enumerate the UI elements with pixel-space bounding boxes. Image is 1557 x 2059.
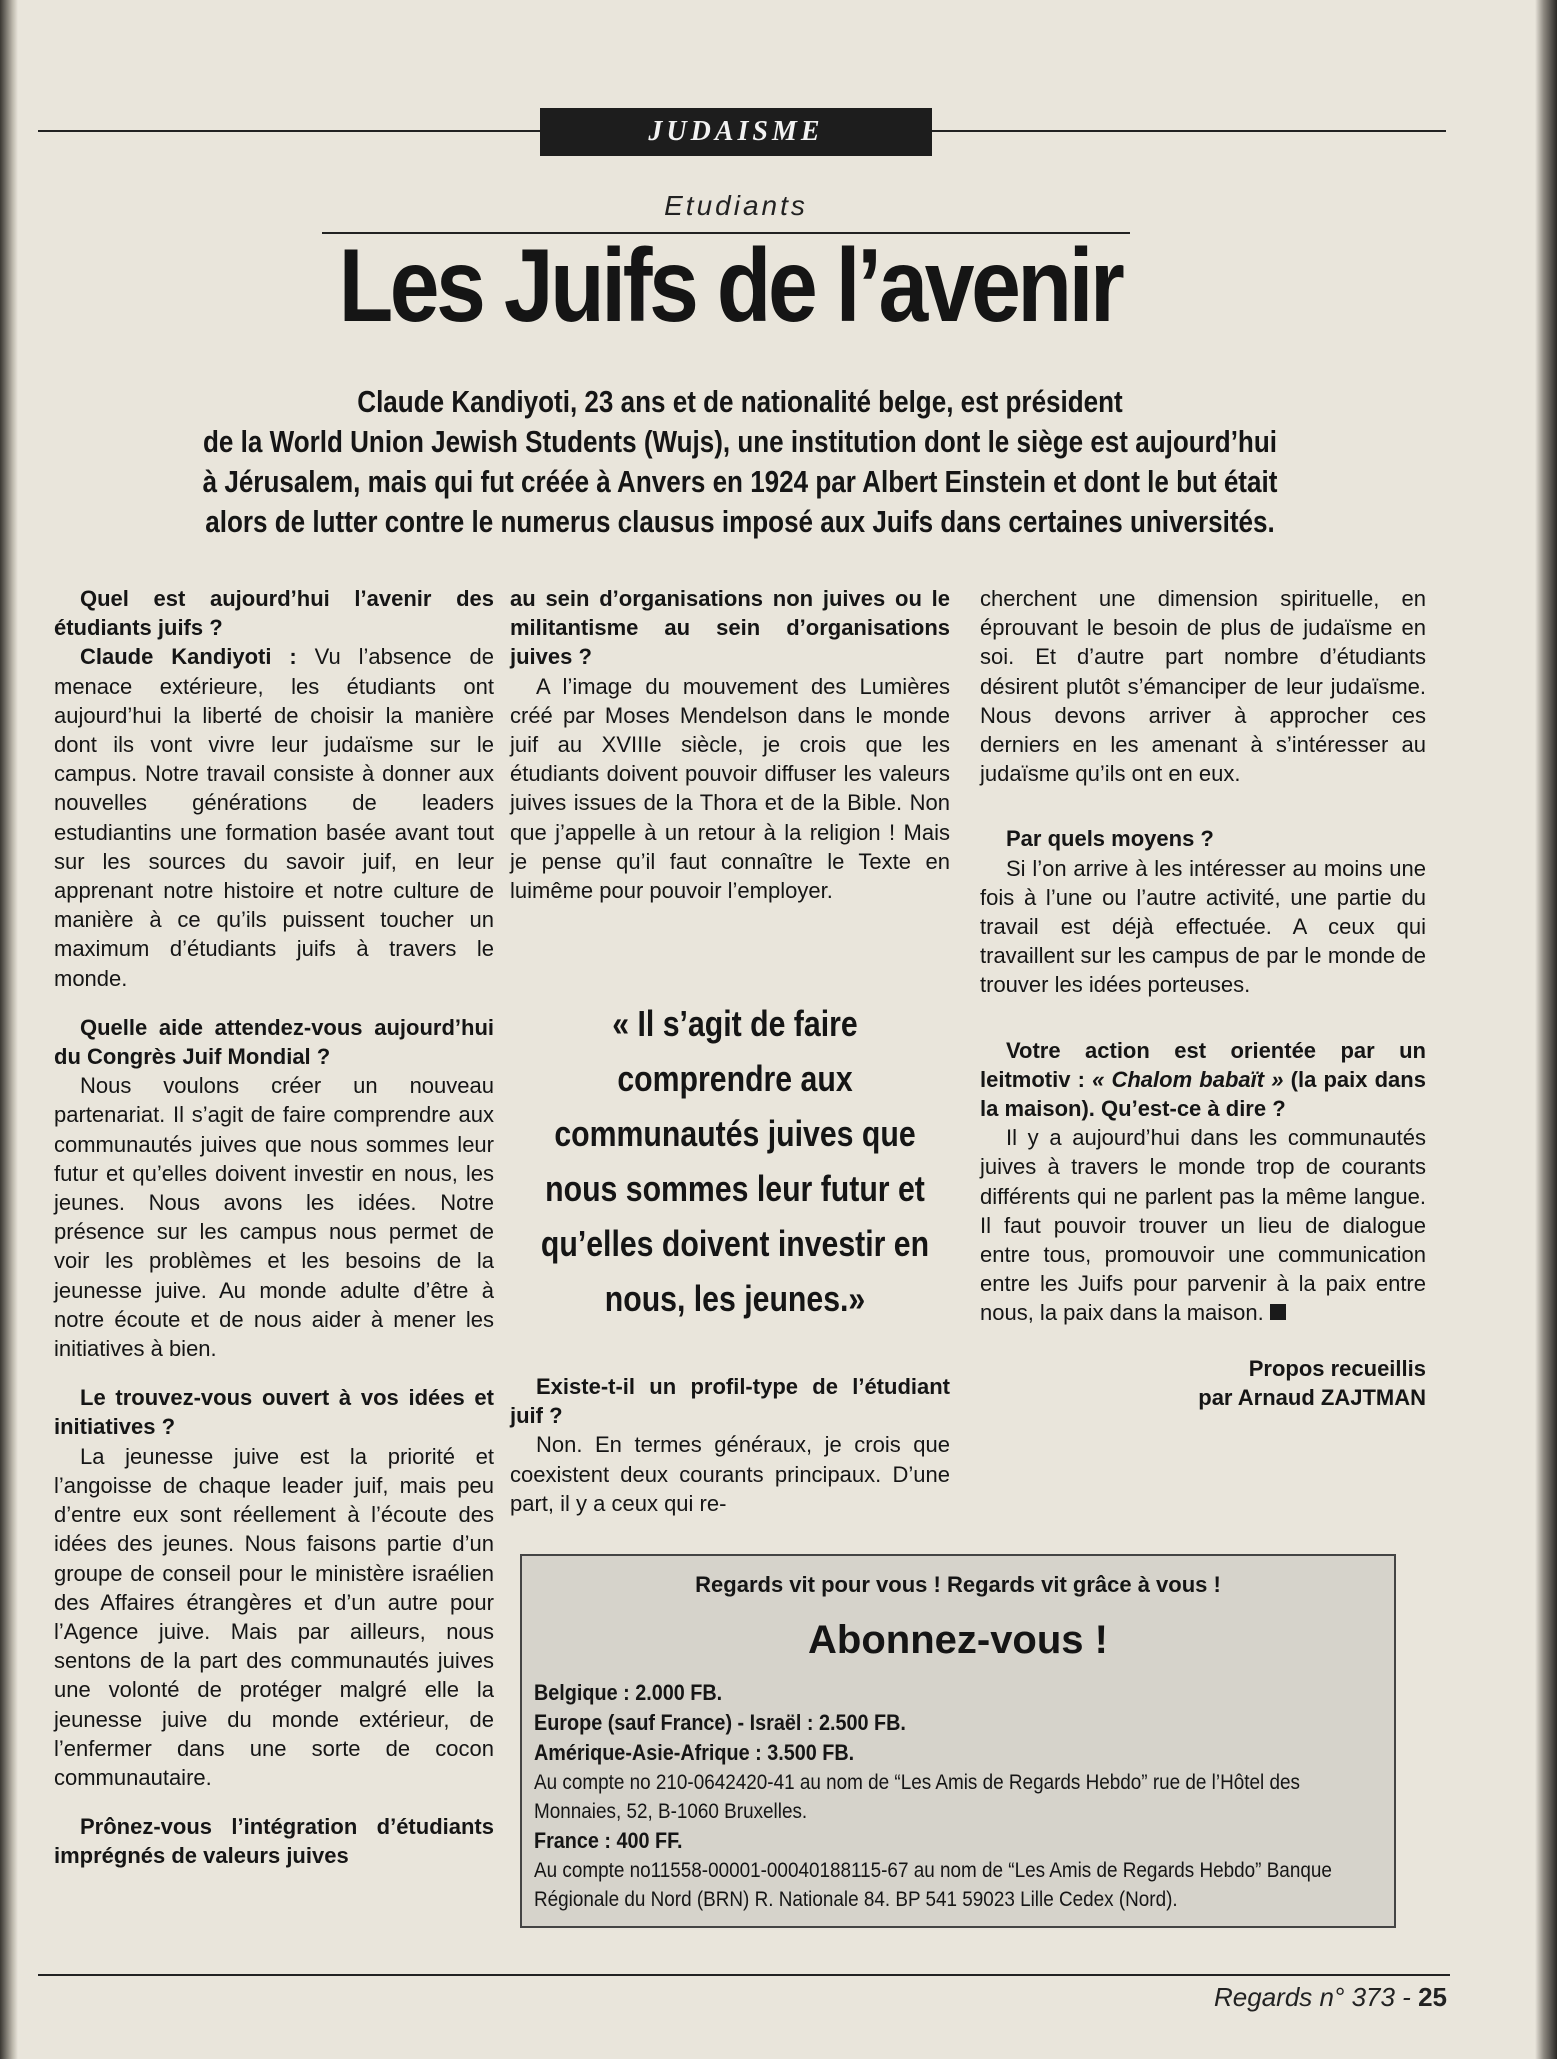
question: Quelle aide attendez-vous aujourd’hui du Congrès Juif Mondial ? <box>54 1014 494 1070</box>
kicker: Etudiants <box>664 190 808 221</box>
page-edge-left <box>0 0 18 2059</box>
answer-continued: cherchent une dimension spirituelle, en éprouvant le besoin de plus de judaïsme en soi. Et d’autre part nombre d’étudiants désirent plutôt s’émanciper de leur judaïsme. Nous devons arriver à approcher ces derniers en les amenant à s’intéresser au judaïsme qu’ils ont en eux. <box>980 586 1426 787</box>
answer <box>54 642 494 992</box>
credit-line: Propos recueillis <box>1248 1355 1426 1381</box>
answer: Si l’on arrive à les intéresser au moins une fois à l’une ou l’autre activité, une partie du travail est déjà effectuée. A ceux qui travaillent sur les campus de par le monde de trouver les idées porteuses. <box>980 855 1426 998</box>
pull-quote: « Il s’agit de faire comprendre aux communautés juives que nous sommes leur futur et qu’elles doivent investir en nous, les jeunes.» <box>540 1003 930 1319</box>
question: Le trouvez-vous ouvert à vos idées et initiatives ? <box>54 1385 494 1440</box>
subscription-tagline: Regards vit pour vous ! Regards vit grâce à vous ! <box>695 1572 1221 1597</box>
account-france: Au compte no11558-00001-00040188115-67 au nom de “Les Amis de Regards Hebdo” Banque Régionale du Nord (BRN) R. Nationale 84. BP 541 59023 Lille Cedex (Nord). <box>534 1859 1332 1911</box>
answer: Non. En termes généraux, je crois que coexistent deux courants principaux. D’une part, il y a ceux qui re- <box>510 1432 950 1516</box>
article-column-2-lower <box>510 1372 950 1518</box>
price-europe: Europe (sauf France) - Israël : 2.500 FB. <box>534 1710 906 1735</box>
account-belgium: Au compte no 210-0642420-41 au nom de “Les Amis de Regards Hebdo” rue de l’Hôtel des Monnaies, 52, B-1060 Bruxelles. <box>534 1771 1300 1823</box>
subscription-title: Abonnez-vous ! <box>808 1618 1108 1662</box>
answer-text: Vu l’absence de menace extérieure, les étudiants ont aujourd’hui la liberté de choisir la manière dont ils vont vivre leur judaïsme sur le campus. Notre travail consiste à donner aux nouvelles générations de leaders estudiantins une formation basée avant tout sur les sources du savoir juif, en leur apprenant notre histoire et notre culture de manière à ce qu’ils puissent toucher un maximum d’étudiants juifs à travers le monde. <box>54 644 494 991</box>
question: Existe-t-il un profil-type de l’étudiant juif ? <box>510 1374 950 1429</box>
question-quote: « Chalom babaït » <box>1092 1066 1284 1092</box>
subscription-details <box>534 1678 1380 1914</box>
answer: La jeunesse juive est la priorité et l’angoisse de chaque leader juif, mais peu d’entre eux sont réellement à l’écoute des idées des jeunes. Nous faisons partie d’un groupe de conseil pour le ministère israélien des Affaires étrangères et d’un autre pour l’Agence juive. Mais par ailleurs, nous sentons de la part des communautés juives une volonté de protéger malgré elle la jeunesse juive du monde extérieur, de l’enfermer dans une sorte de cocon communautaire. <box>54 1443 494 1790</box>
price-ameriques: Amérique-Asie-Afrique : 3.500 FB. <box>534 1740 855 1765</box>
article-column-2 <box>510 584 950 905</box>
bottom-rule <box>38 1974 1450 1976</box>
answer <box>980 1123 1426 1327</box>
question-text: (la paix dans la maison). Qu’est-ce à dire ? <box>980 1066 1426 1122</box>
magazine-issue: Regards n° 373 - <box>1214 1982 1411 2012</box>
price-france: France : 400 FF. <box>534 1828 683 1853</box>
section-rubric: JUDAISME <box>540 108 932 156</box>
price-belgique: Belgique : 2.000 FB. <box>534 1680 723 1705</box>
question-text: Votre action est orientée par un leitmotiv : <box>980 1037 1426 1092</box>
question: Par quels moyens ? <box>1006 826 1214 852</box>
question <box>980 1036 1426 1124</box>
page-edge-right <box>1535 0 1557 2059</box>
page-folio <box>1214 1982 1447 2013</box>
headline: Les Juifs de l’avenir <box>338 228 1122 344</box>
standfirst: Claude Kandiyoti, 23 ans et de nationalité belge, est président de la World Union Jewish Students (Wujs), une institution dont le siège est aujourd’hui à Jérusalem, mais qui fut créée à Anvers en 1924 par Albert Einstein et dont le but était alors de lutter contre le numerus clausus imposé aux Juifs dans certaines universités. <box>202 384 1278 539</box>
speaker-name: Claude Kandiyoti : <box>80 644 297 670</box>
answer: A l’image du mouvement des Lumières créé par Moses Mendelson dans le monde juif au XVIIIe siècle, je crois que les étudiants doivent pouvoir diffuser les valeurs juives issues de la Thora et de la Bible. Non que j’appelle à un retour à la religion ! Mais je pense qu’il faut connaître le Texte en luimême pour pouvoir l’employer. <box>510 673 950 904</box>
credit-author: par Arnaud ZAJTMAN <box>1198 1384 1426 1410</box>
subscription-box <box>520 1554 1396 1928</box>
answer: Nous voulons créer un nouveau partenariat. Il s’agit de faire comprendre aux communautés juives que nous sommes leur futur et qu’elles doivent investir en nous, les jeunes. Nous avons les idées. Notre présence sur les campus nous permet de voir les problèmes et les besoins de la jeunesse juive. Au monde adulte d’être à notre écoute et de nous aider à mener les initiatives à bien. <box>54 1073 494 1362</box>
answer-text: Il y a aujourd’hui dans les communautés juives à travers le monde trop de courants différents qui ne parlent pas la même langue. Il faut pouvoir trouver un lieu de dialogue entre tous, promouvoir une communication entre les Juifs pour parvenir à la paix entre nous, la paix dans la maison. <box>980 1125 1426 1326</box>
end-mark-icon <box>1270 1304 1286 1320</box>
question: Quel est aujourd’hui l’avenir des étudiants juifs ? <box>54 586 494 641</box>
question-continued: au sein d’organisations non juives ou le militantisme au sein d’organisations juives ? <box>510 586 950 670</box>
credits <box>980 1354 1426 1412</box>
page-number: 25 <box>1418 1982 1447 2012</box>
question: Prônez-vous l’intégration d’étudiants imprégnés de valeurs juives <box>54 1814 494 1869</box>
article-column-3 <box>980 584 1426 1412</box>
article-column-1 <box>54 584 494 1871</box>
